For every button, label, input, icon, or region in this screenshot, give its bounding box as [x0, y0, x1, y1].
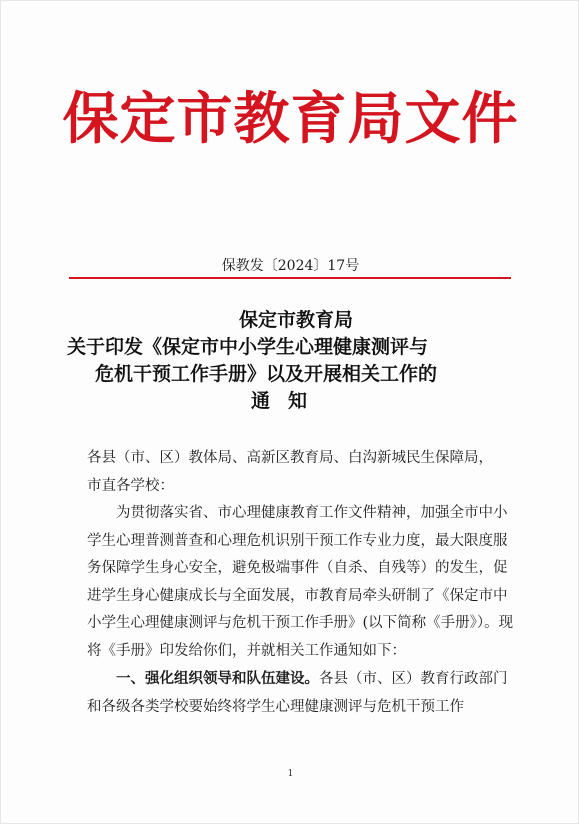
title-line-3: 危机干预工作手册》以及开展相关工作的 — [95, 363, 438, 385]
recipients-line-2: 市直各学校： — [87, 477, 174, 494]
document-number: 保教发〔2024〕17号 — [221, 258, 360, 274]
section-1-text: 各县（市、区）教育行政部门和各级各类学校要始终将学生心理健康测评与危机干预工作 — [87, 671, 508, 715]
page-number: 1 — [287, 769, 294, 779]
section-1 — [87, 665, 519, 721]
notice-body — [87, 445, 519, 721]
recipients-line-1: 各县（市、区）教体局、高新区教育局、白沟新城民生保障局， — [87, 450, 493, 466]
title-line-2: 关于印发《保定市中小学生心理健康测评与 — [67, 336, 429, 358]
section-1-heading: 一、强化组织领导和队伍建设。 — [116, 670, 319, 687]
document-header-title: 保定市教育局文件 — [62, 87, 519, 152]
paragraph-1: 为贯彻落实省、市心理健康教育工作文件精神，加强全市中小学生心理普测普查和心理危机识别干预工作专业力度，最大限度服务保障学生身心安全，避免极端事件（自杀、自残等）的发生，促进学生身心健康成长与全面发展，市教育局牵头研制了《保定市中小学生心理健康测评与危机干预工作手册》(以下简称《手册》）。现将《手册》印发给你们，并就相关工作通知如下： — [87, 505, 514, 659]
red-divider-line — [69, 277, 511, 279]
title-line-4: 通知 — [251, 390, 326, 412]
title-line-1: 保定市教育局 — [239, 309, 354, 331]
notice-title — [61, 307, 521, 415]
